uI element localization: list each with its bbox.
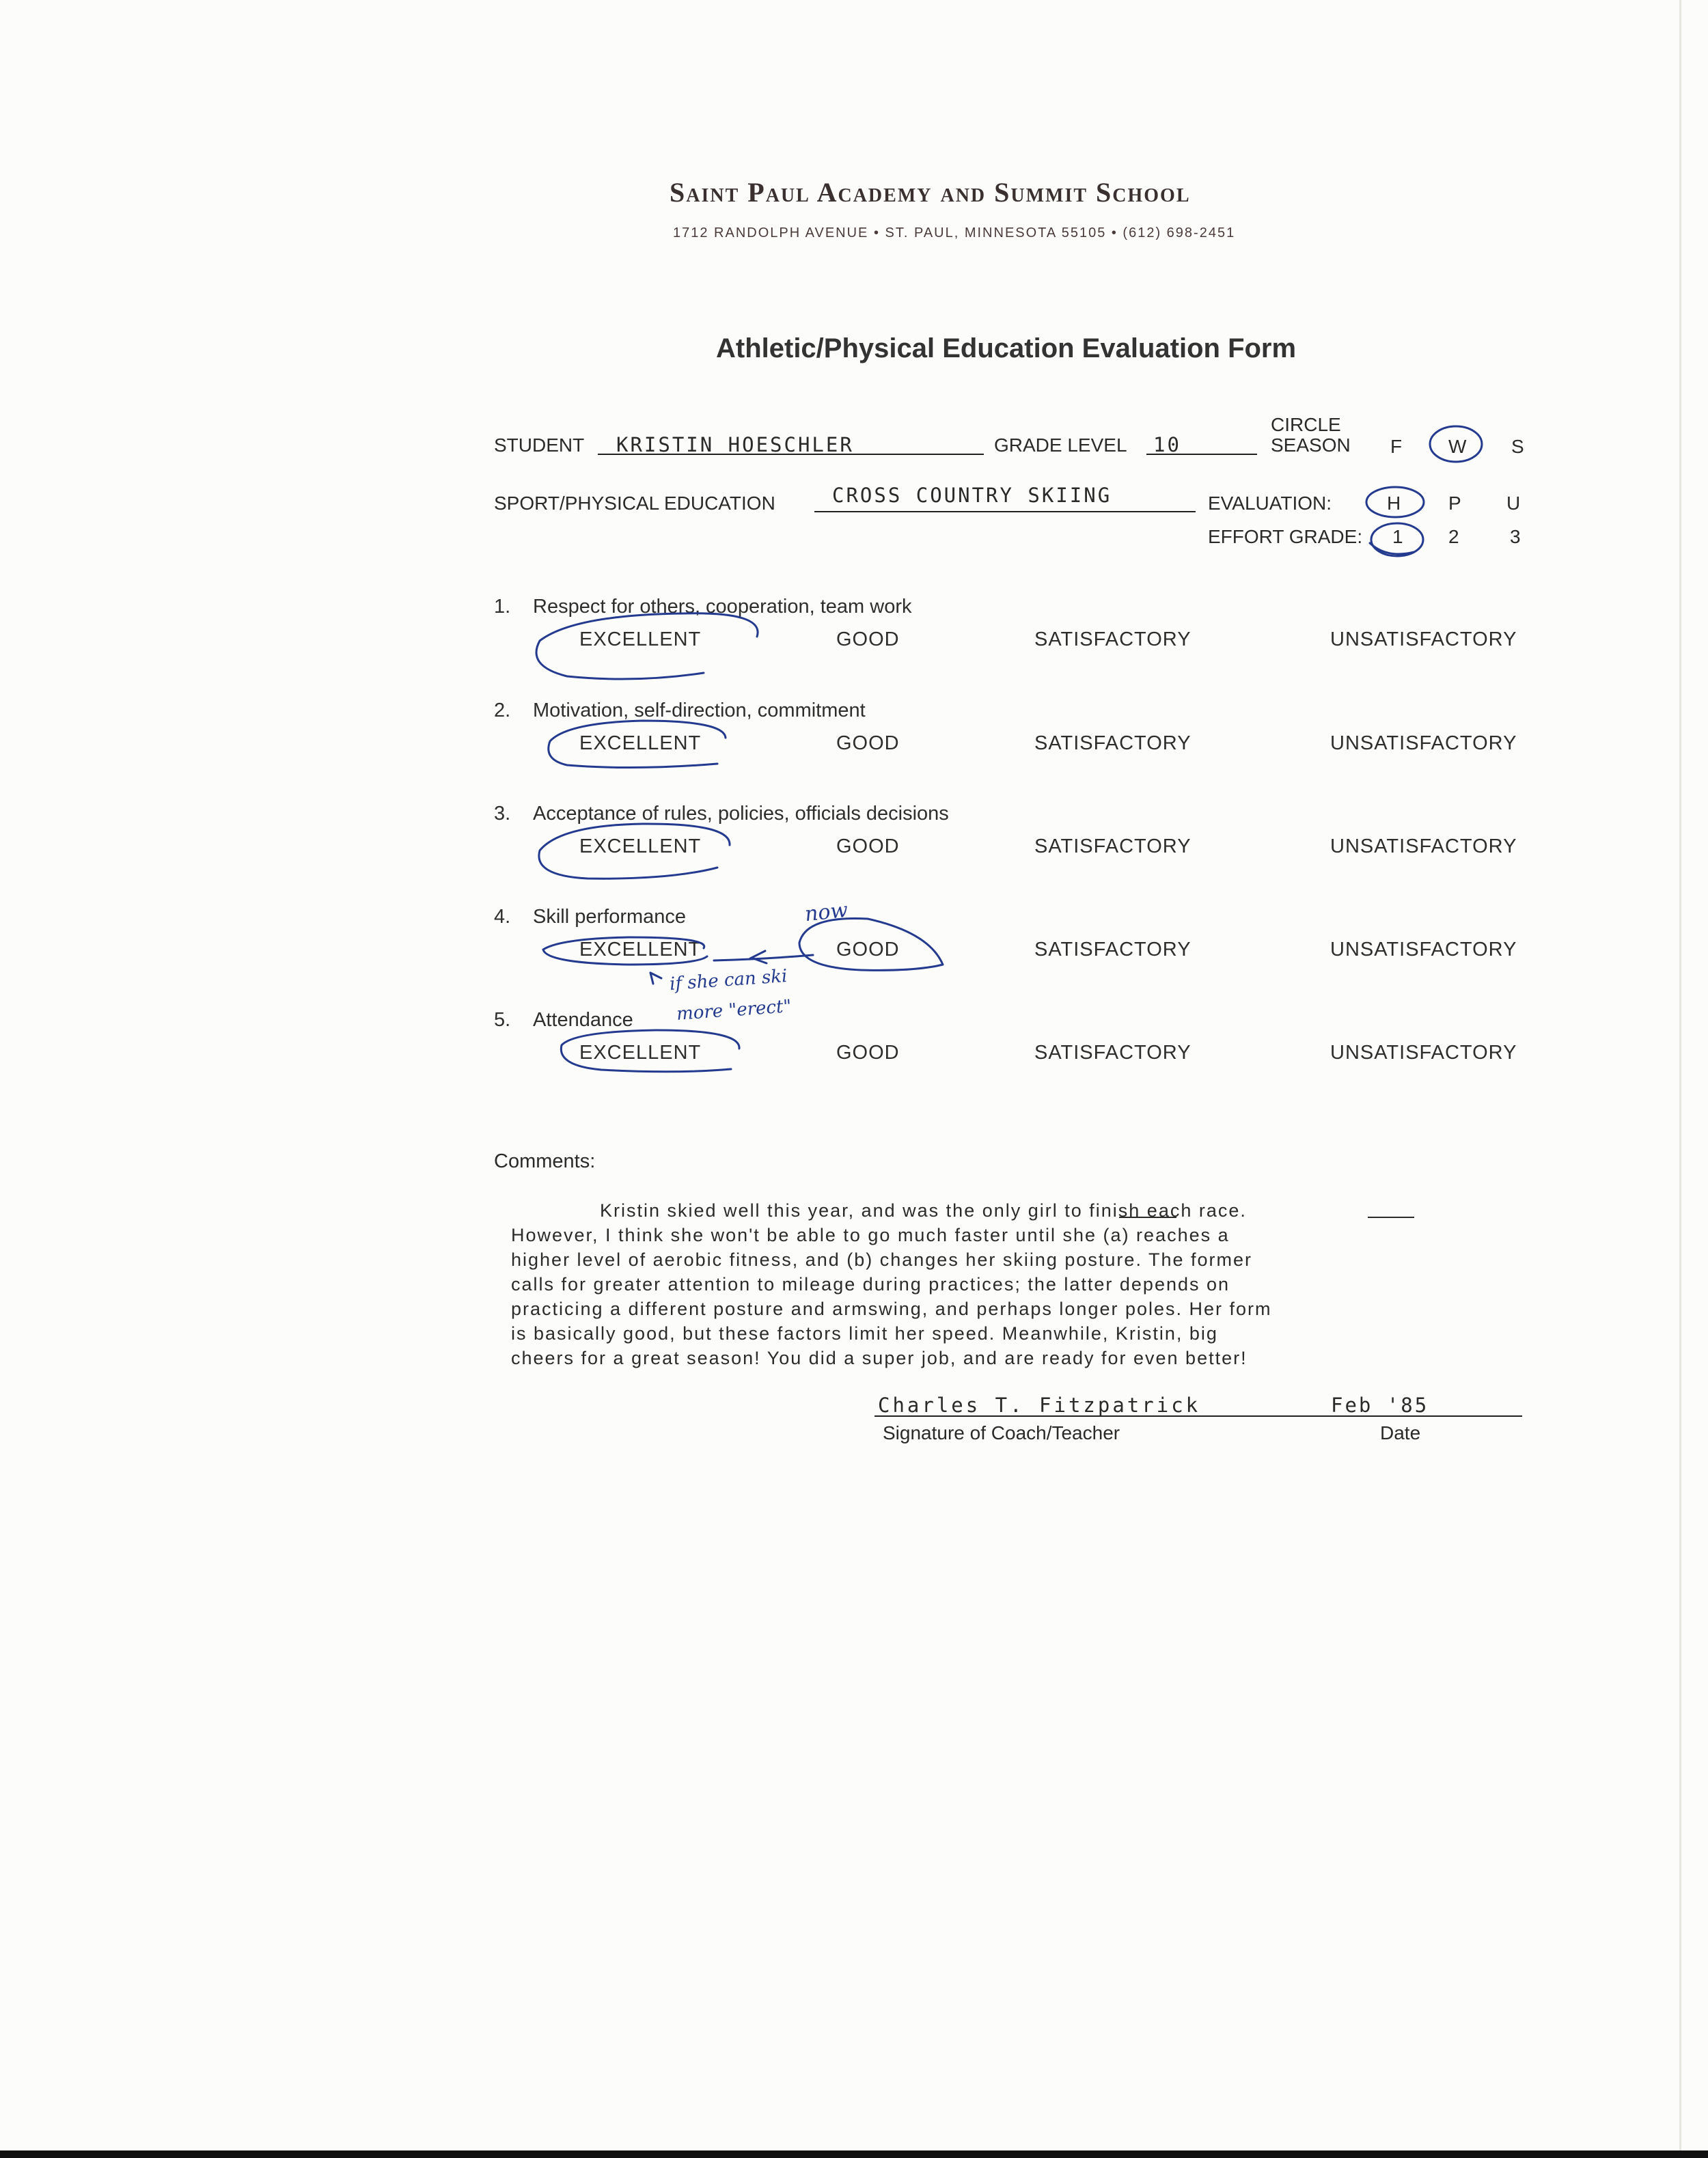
q4-arrow-head	[752, 951, 767, 963]
question-3-satisfactory: SATISFACTORY	[1034, 835, 1192, 857]
comment-line-3: higher level of aerobic fitness, and (b) changes her skiing posture. The former	[511, 1249, 1252, 1270]
question-1-number: 1.	[494, 596, 511, 618]
question-4-good: GOOD	[836, 939, 900, 960]
question-2-unsatisfactory: UNSATISFACTORY	[1330, 732, 1517, 754]
question-3-text: Acceptance of rules, policies, officials decisions	[533, 803, 949, 825]
scan-edge-right	[1679, 0, 1681, 2150]
question-2-excellent: EXCELLENT	[579, 732, 702, 754]
question-4-number: 4.	[494, 906, 511, 928]
question-5-unsatisfactory: UNSATISFACTORY	[1330, 1042, 1517, 1064]
question-5-satisfactory: SATISFACTORY	[1034, 1042, 1192, 1064]
signature-name: Charles T. Fitzpatrick	[878, 1394, 1201, 1417]
evaluation-option-h: H	[1387, 493, 1401, 514]
sport-value: CROSS COUNTRY SKIING	[832, 484, 1112, 507]
effort-option-1: 1	[1392, 526, 1403, 547]
season-option-w: W	[1448, 436, 1467, 457]
circle-label: CIRCLE	[1271, 414, 1341, 435]
handwritten-note-line-1: if she can ski	[669, 966, 788, 995]
effort-option-2: 2	[1448, 526, 1459, 547]
question-4-satisfactory: SATISFACTORY	[1034, 939, 1192, 960]
question-3-good: GOOD	[836, 835, 900, 857]
season-label: SEASON	[1271, 434, 1351, 456]
student-value: KRISTIN HOESCHLER	[616, 433, 854, 456]
grade-label: GRADE LEVEL	[994, 434, 1127, 456]
question-5-text: Attendance	[533, 1009, 633, 1031]
sport-line	[814, 511, 1196, 512]
signature-date: Feb '85	[1331, 1394, 1429, 1417]
comment-line-1: Kristin skied well this year, and was the only girl to finish each race.	[600, 1200, 1247, 1221]
question-1-text: Respect for others, cooperation, team work	[533, 596, 912, 618]
question-4-excellent: EXCELLENT	[579, 939, 702, 960]
evaluation-label: EVALUATION:	[1208, 493, 1332, 514]
sport-label: SPORT/PHYSICAL EDUCATION	[494, 493, 775, 514]
comment-line-2: However, I think she won't be able to go much faster until she (a) reaches a	[511, 1225, 1230, 1245]
effort-option-3: 3	[1510, 526, 1521, 547]
question-1-excellent: EXCELLENT	[579, 628, 702, 650]
question-5-number: 5.	[494, 1009, 511, 1031]
question-5-excellent: EXCELLENT	[579, 1042, 702, 1064]
season-option-f: F	[1390, 436, 1403, 457]
question-1-unsatisfactory: UNSATISFACTORY	[1330, 628, 1517, 650]
comment-line-6: is basically good, but these factors limit her speed. Meanwhile, Kristin, big	[511, 1323, 1218, 1344]
question-4-text: Skill performance	[533, 906, 687, 928]
question-2-text: Motivation, self-direction, commitment	[533, 700, 866, 721]
comments-label: Comments:	[494, 1150, 596, 1172]
note-arrow	[650, 973, 661, 984]
student-label: STUDENT	[494, 434, 585, 456]
question-3-excellent: EXCELLENT	[579, 835, 702, 857]
q4-arrow	[714, 955, 813, 960]
question-3-number: 3.	[494, 803, 511, 825]
question-1-good: GOOD	[836, 628, 900, 650]
scan-edge-bottom	[0, 2150, 1708, 2158]
question-1-satisfactory: SATISFACTORY	[1034, 628, 1192, 650]
question-2-satisfactory: SATISFACTORY	[1034, 732, 1192, 754]
signature-label: Signature of Coach/Teacher	[883, 1422, 1120, 1443]
handwritten-note-line-2: more "erect"	[676, 996, 793, 1025]
question-5-good: GOOD	[836, 1042, 900, 1064]
comment-line-4: calls for greater attention to mileage during practices; the latter depends on	[511, 1274, 1230, 1295]
question-4-unsatisfactory: UNSATISFACTORY	[1330, 939, 1517, 960]
season-option-s: S	[1511, 436, 1524, 457]
date-label: Date	[1380, 1422, 1421, 1443]
comment-line-5: practicing a different posture and armswing, and perhaps longer poles. Her form	[511, 1299, 1272, 1319]
evaluation-option-p: P	[1448, 493, 1461, 514]
comment-line-7: cheers for a great season! You did a super job, and are ready for even better!	[511, 1348, 1248, 1368]
evaluation-option-u: U	[1506, 493, 1521, 514]
effort-label: EFFORT GRADE:	[1208, 526, 1363, 547]
question-2-number: 2.	[494, 700, 511, 721]
handwritten-note-now: now	[803, 898, 849, 927]
question-2-good: GOOD	[836, 732, 900, 754]
question-3-unsatisfactory: UNSATISFACTORY	[1330, 835, 1517, 857]
school-name: Saint Paul Academy and Summit School	[670, 177, 1191, 208]
form-title: Athletic/Physical Education Evaluation Form	[716, 333, 1297, 363]
school-address: 1712 RANDOLPH AVENUE • ST. PAUL, MINNESOTA 55105 • (612) 698-2451	[673, 225, 1236, 240]
grade-value: 10	[1153, 433, 1181, 456]
